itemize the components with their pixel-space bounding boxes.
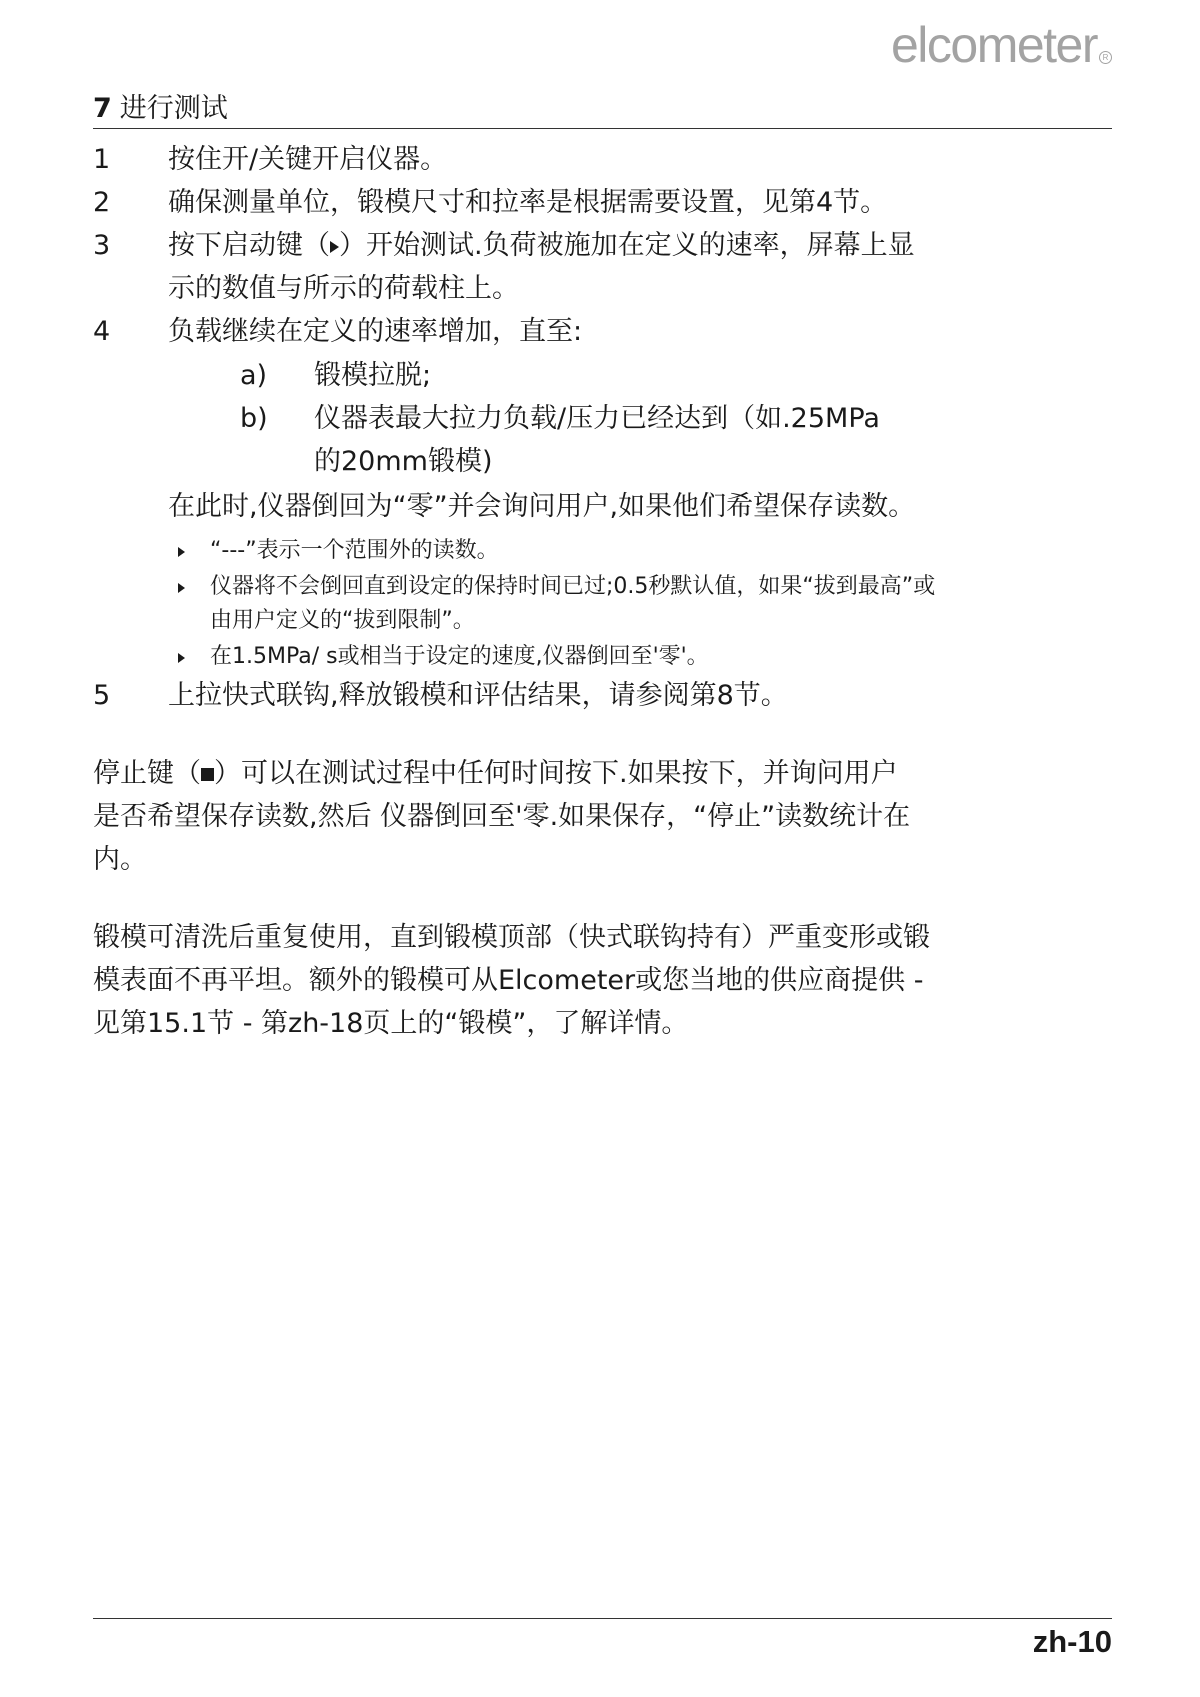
section-title: 进行测试	[119, 93, 228, 124]
step-4-note: 在此时,仪器倒回为“零”并会询问用户,如果他们希望保存读数。	[168, 491, 916, 522]
stop-paragraph-line-2: 是否希望保存读数,然后 仪器倒回至'零.如果保存，“停止”读数统计在	[93, 801, 911, 832]
bullet-2-text-line-1: 仪器将不会倒回直到设定的保持时间已过;0.5秒默认值，如果“拔到最高”或	[210, 574, 936, 599]
registered-mark-icon: R	[1099, 51, 1112, 64]
step-3-text-line-1	[168, 226, 915, 266]
step-5-number: 5	[93, 680, 111, 711]
dolly-paragraph-line-3: 见第15.1节 - 第zh-18页上的“锻模”，了解详情。	[93, 1008, 689, 1039]
bullet-3-text: 在1.5MPa/ s或相当于设定的速度,仪器倒回至'零'。	[210, 644, 709, 669]
stop-paragraph-line-3: 内。	[93, 844, 147, 875]
bullet-triangle-icon	[178, 653, 185, 663]
stop-paragraph-text-a: 停止键（	[93, 758, 201, 789]
elcometer-logo	[890, 17, 1112, 73]
sub-item-a-letter: a)	[240, 360, 268, 391]
step-3-number: 3	[93, 230, 111, 261]
step-4-number: 4	[93, 316, 111, 347]
step-1-number: 1	[93, 144, 111, 175]
bullet-triangle-icon	[178, 583, 185, 593]
section-number: 7	[93, 93, 112, 124]
start-key-icon	[330, 241, 339, 253]
stop-paragraph-line-1	[93, 754, 898, 794]
step-3-text-a: 按下启动键（	[168, 230, 330, 261]
step-3-text-line-2: 示的数值与所示的荷载柱上。	[168, 273, 519, 304]
step-4-text: 负载继续在定义的速率增加，直至:	[168, 316, 583, 347]
page-number: zh-10	[1032, 1624, 1112, 1659]
dolly-paragraph-line-1: 锻模可清洗后重复使用，直到锻模顶部（快式联钩持有）严重变形或锻	[93, 922, 930, 953]
bullet-2-text-line-2: 由用户定义的“拔到限制”。	[210, 608, 475, 633]
step-3-text-b: ）开始测试.负荷被施加在定义的速率，屏幕上显	[339, 230, 915, 261]
step-5-text: 上拉快式联钩,释放锻模和评估结果，请参阅第8节。	[168, 680, 788, 711]
sub-item-b-text-line-2: 的20mm锻模)	[314, 446, 493, 477]
sub-item-b-text-line-1: 仪器表最大拉力负载/压力已经达到（如.25MPa	[314, 403, 880, 434]
header-divider	[93, 128, 1112, 129]
stop-key-icon	[201, 768, 214, 781]
dolly-paragraph-line-2: 模表面不再平坦。额外的锻模可从Elcometer或您当地的供应商提供 -	[93, 965, 924, 996]
step-2-number: 2	[93, 187, 111, 218]
bullet-1-text: “---”表示一个范围外的读数。	[210, 538, 499, 563]
sub-item-a-text: 锻模拉脱;	[314, 360, 432, 391]
stop-paragraph-text-b: ）可以在测试过程中任何时间按下.如果按下，并询问用户	[214, 758, 898, 789]
bullet-triangle-icon	[178, 547, 185, 557]
footer-divider	[93, 1618, 1112, 1619]
step-2-text: 确保测量单位，锻模尺寸和拉率是根据需要设置，见第4节。	[168, 187, 888, 218]
step-1-text: 按住开/关键开启仪器。	[168, 144, 448, 175]
bullet-2-marker	[178, 570, 185, 604]
section-heading	[93, 92, 228, 126]
sub-item-b-letter: b)	[240, 403, 268, 434]
bullet-3-marker	[178, 640, 185, 674]
bullet-1-marker	[178, 534, 185, 568]
logo-text: elcometer	[890, 17, 1097, 73]
